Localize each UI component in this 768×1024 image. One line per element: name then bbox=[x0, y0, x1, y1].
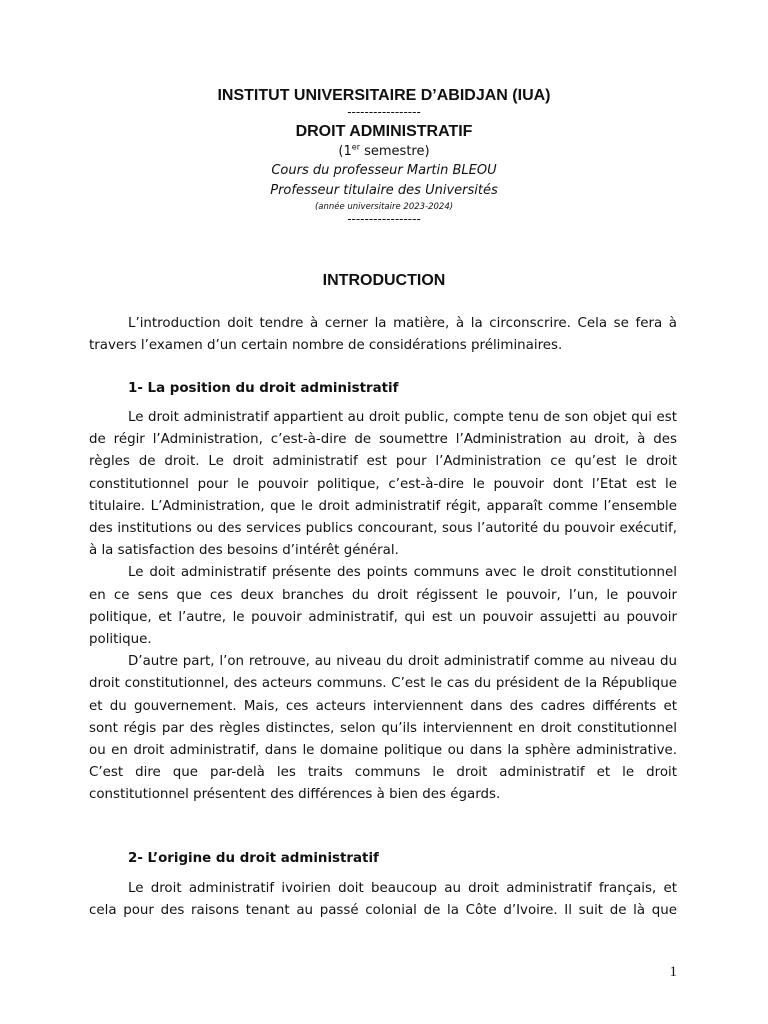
course-title: DROIT ADMINISTRATIF bbox=[295, 123, 473, 140]
professor-title: Professeur titulaire des Universités bbox=[270, 183, 498, 198]
section1-heading: 1- La position du droit administratif bbox=[128, 381, 399, 396]
introduction-body bbox=[89, 313, 677, 357]
section2-paragraph: Le droit administratif ivoirien doit beaucoup au droit administratif français, et cela pour des raisons tenant au passé colonial de la Côte d’Ivoire. Il suit de là que bbox=[89, 881, 677, 919]
section1-body bbox=[89, 407, 677, 807]
separator-top: ----------------- bbox=[347, 105, 421, 119]
section2-body bbox=[89, 878, 677, 922]
title-block bbox=[0, 86, 768, 225]
section1-paragraph: Le doit administratif présente des points communs avec le droit constitutionnel en ce sens que ces deux branches du droit régissent le pouvoir, l’un, le pouvoir politique, et l’autre, le pouvoir administratif, qui est un pouvoir assujetti au pouvoir politique. bbox=[89, 565, 677, 648]
section1-paragraph: Le droit administratif appartient au droit public, compte tenu de son objet qui est de régir l’Administration, c’est-à-dire de soumettre l’Administration au droit, à des règles de droit. Le droit administratif est pour l’Administration ce qu’est le droit constitutionnel pour le pouvoir politique, c’est-à-dire le pouvoir dont l’Etat est le titulaire. L’Administration, que le droit administratif régit, apparaît comme l’ensemble des institutions ou des services publics concourant, sous l’autorité du pouvoir exécutif, à la satisfaction des besoins d’intérêt général. bbox=[89, 410, 677, 559]
section2-heading: 2- L’origine du droit administratif bbox=[128, 851, 379, 866]
section1-paragraph: D’autre part, l’on retrouve, au niveau du droit administratif comme au niveau du droit constitutionnel, des acteurs communs. C’est le cas du président de la République et du gouvernement. Mais, ces acteurs interviennent dans des cadres différents et sont régis par des règles distinctes, selon qu’ils interviennent en droit constitutionnel ou en droit administratif, dans le domaine politique ou dans la sphère administrative. C’est dire que par-delà les traits communs le droit administratif et le droit constitutionnel présentent des différences à bien des égards. bbox=[89, 654, 677, 803]
professor-line: Cours du professeur Martin BLEOU bbox=[271, 163, 497, 178]
introduction-paragraph: L’introduction doit tendre à cerner la matière, à la circonscrire. Cela se fera à travers l’examen d’un certain nombre de considérations préliminaires. bbox=[89, 316, 677, 354]
semester-sup: er bbox=[351, 142, 360, 152]
institution-name: INSTITUT UNIVERSITAIRE D’ABIDJAN (IUA) bbox=[217, 87, 551, 104]
semester-rest: semestre) bbox=[359, 144, 430, 159]
separator-bottom: ----------------- bbox=[347, 212, 421, 226]
page-number: 1 bbox=[669, 964, 677, 980]
introduction-heading: INTRODUCTION bbox=[322, 272, 446, 289]
semester-label bbox=[0, 143, 768, 161]
academic-year: (année universitaire 2023-2024) bbox=[314, 202, 454, 212]
semester-open: (1 bbox=[338, 144, 352, 159]
